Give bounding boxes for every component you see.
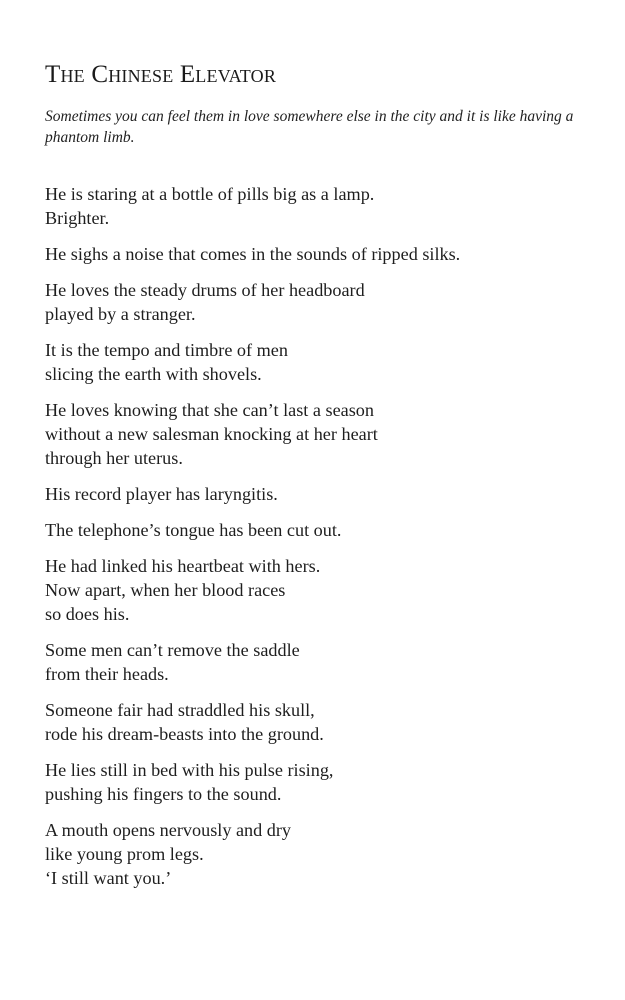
- poem-line: He loves the steady drums of her headboard: [45, 280, 365, 300]
- stanza: [45, 482, 610, 506]
- stanza: [45, 278, 610, 326]
- poem-line: played by a stranger.: [45, 304, 196, 324]
- stanza: [45, 554, 610, 626]
- stanza: [45, 638, 610, 686]
- poem-line: Someone fair had straddled his skull,: [45, 700, 315, 720]
- poem-body: [45, 182, 610, 890]
- poem-line: Brighter.: [45, 208, 110, 228]
- poem-line: pushing his fingers to the sound.: [45, 784, 282, 804]
- poem-line: A mouth opens nervously and dry: [45, 820, 292, 840]
- poem-line: The telephone’s tongue has been cut out.: [45, 520, 342, 540]
- stanza: [45, 518, 610, 542]
- epigraph: Sometimes you can feel them in love somewhere else in the city and it is like having a phantom limb.: [45, 108, 574, 146]
- stanza: [45, 182, 610, 230]
- poem-page: [45, 58, 610, 902]
- stanza: [45, 818, 610, 890]
- poem-line: from their heads.: [45, 664, 169, 684]
- poem-line: through her uterus.: [45, 448, 183, 468]
- poem-title: The Chinese Elevator: [45, 61, 277, 88]
- stanza: [45, 398, 610, 470]
- poem-line: His record player has laryngitis.: [45, 484, 278, 504]
- poem-line: Some men can’t remove the saddle: [45, 640, 300, 660]
- poem-line: He is staring at a bottle of pills big as a lamp.: [45, 184, 375, 204]
- poem-line: He loves knowing that she can’t last a season: [45, 400, 374, 420]
- stanza: [45, 242, 610, 266]
- poem-line: Now apart, when her blood races: [45, 580, 286, 600]
- poem-line: He had linked his heartbeat with hers.: [45, 556, 321, 576]
- stanza: [45, 338, 610, 386]
- poem-line: It is the tempo and timbre of men: [45, 340, 288, 360]
- poem-line: so does his.: [45, 604, 130, 624]
- stanza: [45, 698, 610, 746]
- poem-line: without a new salesman knocking at her heart: [45, 424, 378, 444]
- poem-line: slicing the earth with shovels.: [45, 364, 262, 384]
- poem-line: ‘I still want you.’: [45, 868, 172, 888]
- poem-line: He sighs a noise that comes in the sounds of ripped silks.: [45, 244, 461, 264]
- poem-line: He lies still in bed with his pulse rising,: [45, 760, 334, 780]
- poem-line: rode his dream-beasts into the ground.: [45, 724, 324, 744]
- stanza: [45, 758, 610, 806]
- poem-line: like young prom legs.: [45, 844, 204, 864]
